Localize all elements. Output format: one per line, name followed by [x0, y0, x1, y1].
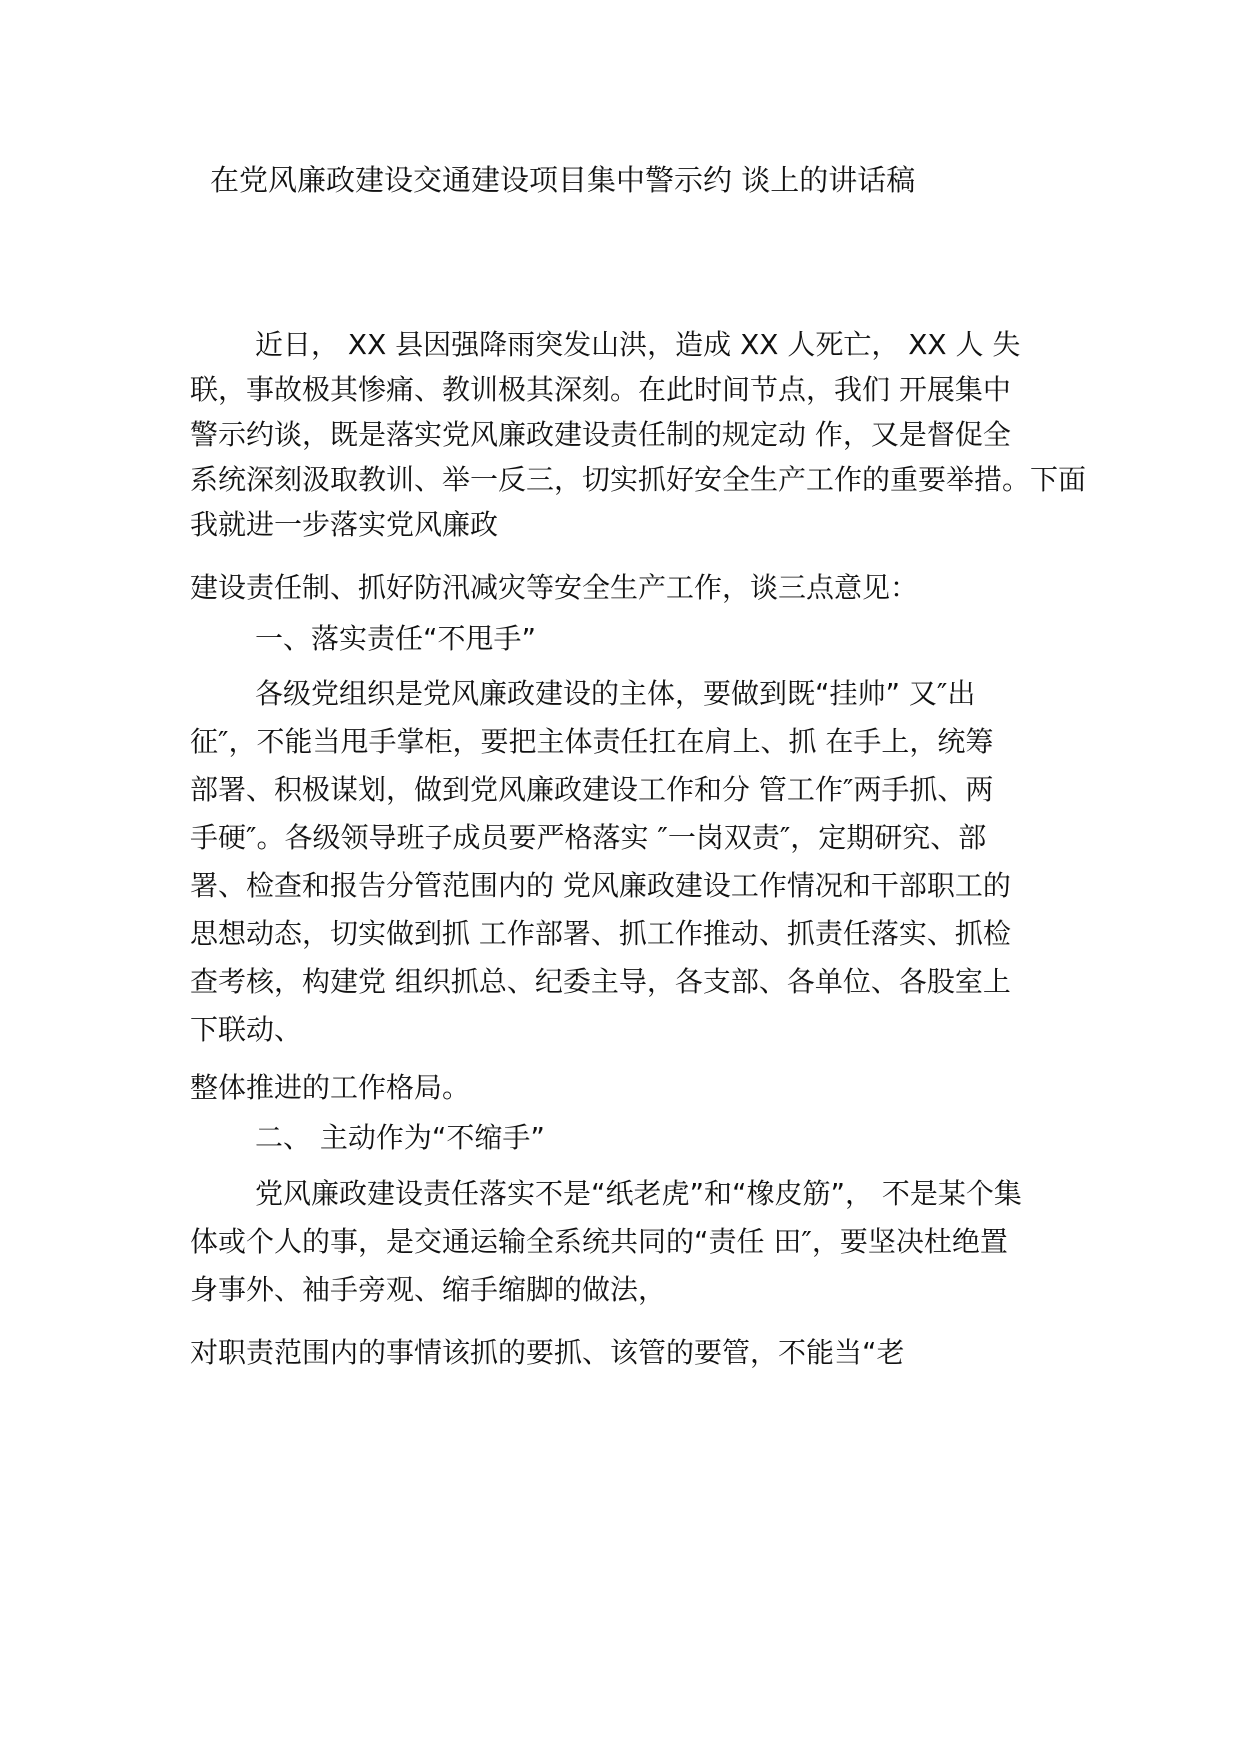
paragraph-line: 整体推进的工作格局。	[190, 1071, 471, 1104]
paragraph-line: 征″，不能当甩手掌柜，要把主体责任扛在肩上、抓 在手上，统筹	[190, 725, 994, 758]
paragraph-line: 我就进一步落实党风廉政	[190, 508, 499, 541]
paragraph-line: 联，事故极其惨痛、教训极其深刻。在此时间节点，我们 开展集中	[190, 373, 1011, 406]
document-title: 在党风廉政建设交通建设项目集中警示约 谈上的讲话稿	[210, 163, 916, 197]
paragraph-line: 体或个人的事，是交通运输全系统共同的“责任 田″，要坚决杜绝置	[190, 1225, 1008, 1258]
paragraph-line: 身事外、袖手旁观、缩手缩脚的做法，	[190, 1273, 667, 1306]
paragraph-line: 查考核，构建党 组织抓总、纪委主导，各支部、各单位、各股室上	[190, 965, 1011, 998]
paragraph-line: 各级党组织是党风廉政建设的主体，要做到既“挂帅” 又″出	[255, 677, 976, 710]
paragraph-line: 警示约谈，既是落实党风廉政建设责任制的规定动 作，又是督促全	[190, 418, 1011, 451]
section-heading: 二、 主动作为“不缩手”	[255, 1121, 545, 1154]
paragraph-line: 党风廉政建设责任落实不是“纸老虎”和“橡皮筋”， 不是某个集	[255, 1177, 1022, 1210]
paragraph-line: 近日， XX 县因强降雨突发山洪，造成 XX 人死亡， XX 人 失	[255, 328, 1021, 361]
paragraph-line: 思想动态，切实做到抓 工作部署、抓工作推动、抓责任落实、抓检	[190, 917, 1011, 950]
paragraph-line: 手硬″。各级领导班子成员要严格落实 ″一岗双责″，定期研究、部	[190, 821, 987, 854]
paragraph-line: 部署、积极谋划，做到党风廉政建设工作和分 管工作″两手抓、两	[190, 773, 994, 806]
paragraph-line: 下联动、	[190, 1013, 303, 1046]
paragraph-line: 署、检查和报告分管范围内的 党风廉政建设工作情况和干部职工的	[190, 869, 1011, 902]
paragraph-line: 建设责任制、抓好防汛减灾等安全生产工作，谈三点意见：	[190, 571, 919, 604]
paragraph-line: 对职责范围内的事情该抓的要抓、该管的要管，不能当“老	[190, 1336, 905, 1369]
paragraph-line: 系统深刻汲取教训、举一反三，切实抓好安全生产工作的重要举措。下面	[190, 463, 1087, 496]
section-heading: 一、落实责任“不甩手”	[255, 622, 537, 655]
